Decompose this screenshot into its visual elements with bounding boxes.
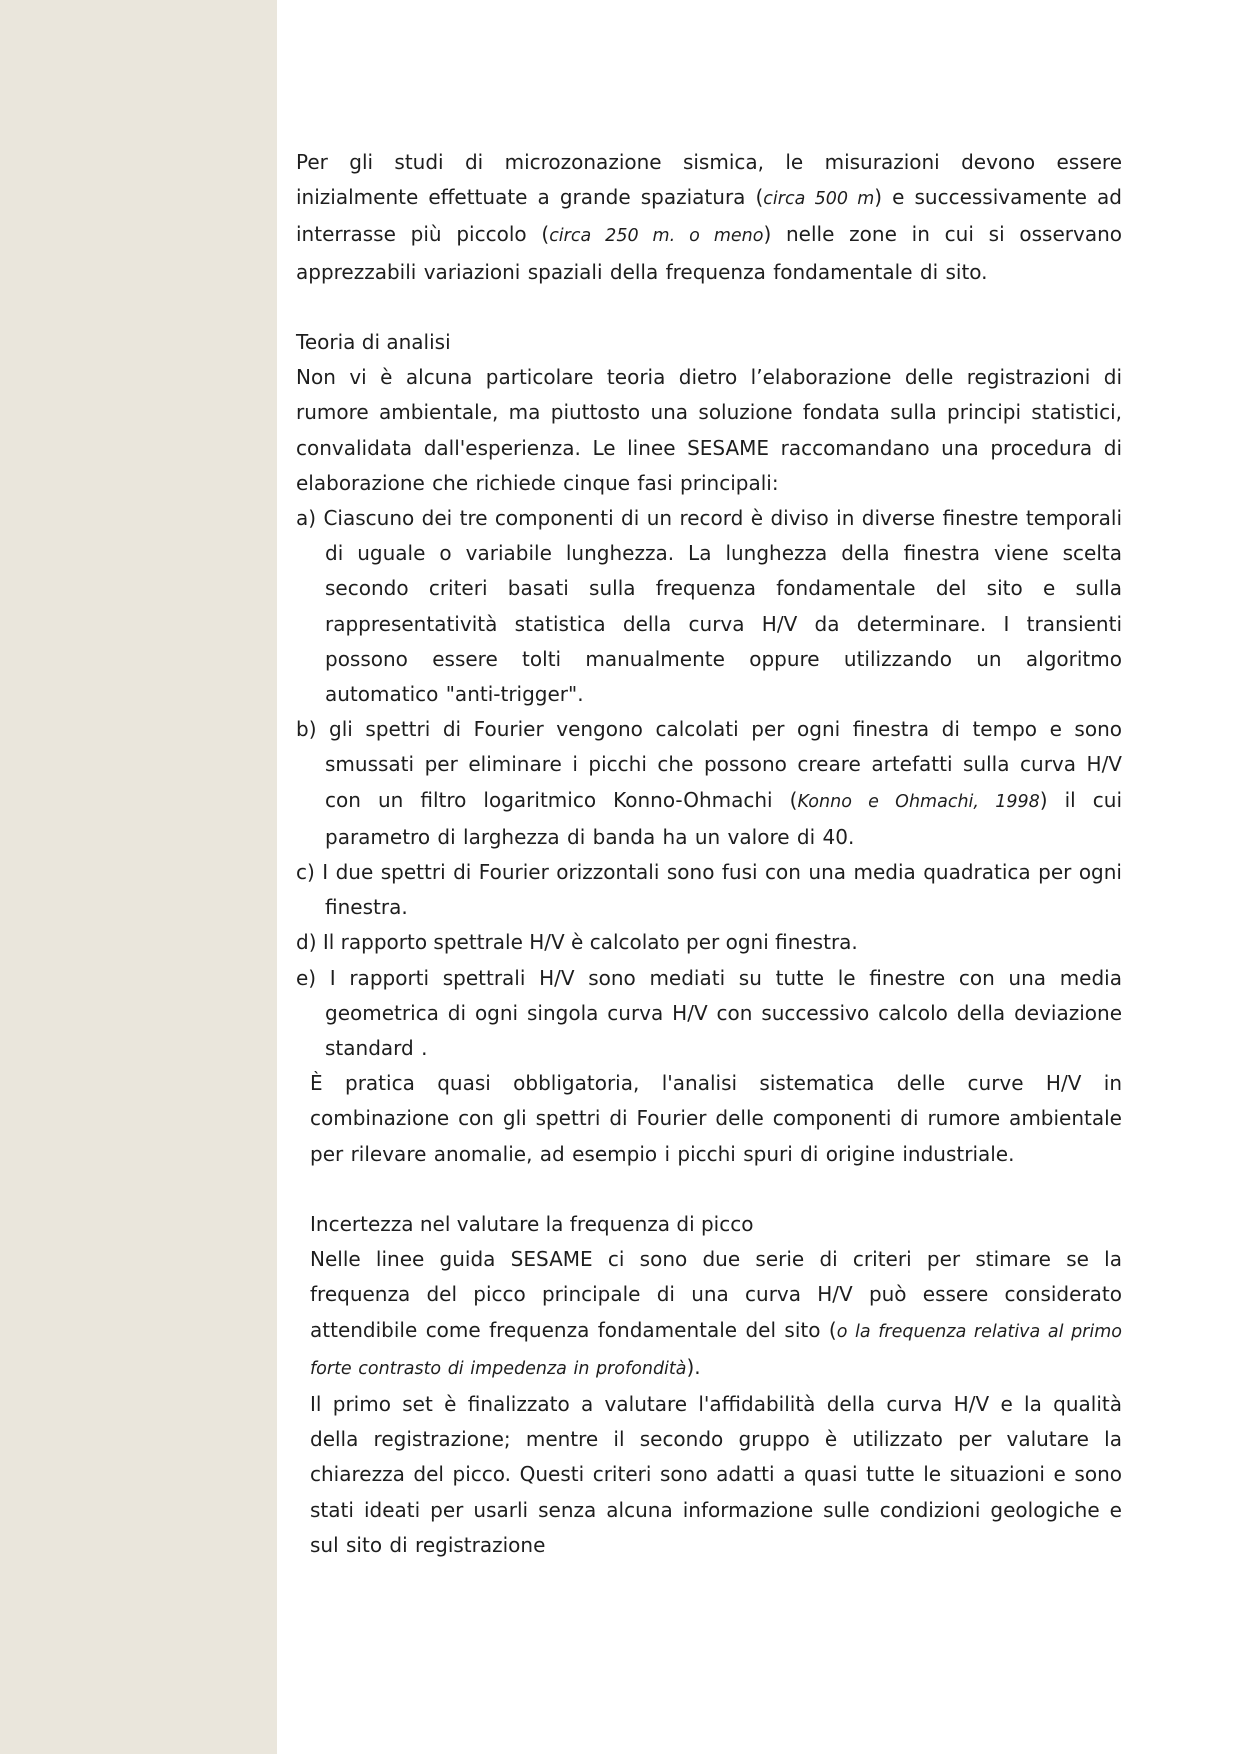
- uncertainty-text-2: ).: [686, 1354, 701, 1379]
- intro-text-3: ) nelle zone in cui si osservano apprezzabili variazioni spaziali della frequenza fondamentale di sito.: [296, 222, 1123, 284]
- list-item-a: a) Ciascuno dei tre componenti di un record è diviso in diverse finestre temporali di uguale o variabile lunghezza. La lunghezza della finestra viene scelta secondo criteri basati sulla frequenza fondamentale del sito e sulla rappresentatività statistica della curva H/V da determinare. I transienti possono essere tolti manualmente oppure utilizzando un algoritmo automatico "anti-trigger".: [296, 506, 1122, 707]
- item-b-citation: Konno e Ohmachi, 1998: [797, 791, 1040, 812]
- analysis-closing: È pratica quasi obbligatoria, l'analisi sistematica delle curve H/V in combinazione con gli spettri di Fourier delle componenti di rumore ambientale per rilevare anomalie, ad esempio i picchi spuri di origine industriale.: [310, 1071, 1122, 1166]
- uncertainty-italic: o la frequenza relativa al primo forte contrasto di impedenza in profondità: [310, 1321, 1122, 1379]
- intro-text-2: ) e successivamente ad interrasse più piccolo (: [296, 185, 1122, 247]
- list-item-d: d) Il rapporto spettrale H/V è calcolato per ogni finestra.: [296, 930, 858, 955]
- item-b-text-1: b) gli spettri di Fourier vengono calcolati per ogni finestra di tempo e sono smussati per eliminare i picchi che possono creare artefatti sulla curva H/V con un filtro logaritmico Konno-Ohmachi (: [296, 717, 1122, 812]
- item-b-text-2: ) il cui parametro di larghezza di banda ha un valore di 40.: [325, 787, 1122, 849]
- spacer: [296, 1172, 1122, 1207]
- list-item-e: e) I rapporti spettrali H/V sono mediati su tutte le finestre con una media geometrica di ogni singola curva H/V con successivo calcolo della deviazione standard .: [296, 965, 1122, 1061]
- list-item-b: [296, 712, 1122, 855]
- intro-italic-2: circa 250 m. o meno: [549, 226, 764, 247]
- analysis-body: Non vi è alcuna particolare teoria dietro l’elaborazione delle registrazioni di rumore ambientale, ma piuttosto una soluzione fondata sulla principi statistici, convalidata dall'esperienza. Le linee SESAME raccomandano una procedura di elaborazione che richiede cinque fasi principali:: [296, 365, 1122, 495]
- intro-paragraph: [296, 145, 1122, 290]
- spacer: [296, 290, 1122, 325]
- uncertainty-paragraph-2: Il primo set è finalizzato a valutare l'affidabilità della curva H/V e la qualità della registrazione; mentre il secondo gruppo è utilizzato per valutare la chiarezza del picco. Questi criteri sono adatti a quasi tutte le situazioni e sono stati ideati per usarli senza alcuna informazione sulle condizioni geologiche e sul sito di registrazione: [310, 1392, 1122, 1557]
- intro-italic-1: circa 500 m: [763, 189, 875, 210]
- uncertainty-paragraph-1: [296, 1242, 1122, 1387]
- list-item-c: c) I due spettri di Fourier orizzontali sono fusi con una media quadratica per ogni finestra.: [296, 860, 1122, 920]
- uncertainty-heading: Incertezza nel valutare la frequenza di picco: [310, 1212, 754, 1237]
- intro-text-1: Per gli studi di microzonazione sismica, le misurazioni devono essere inizialmente effettuate a grande spaziatura (: [296, 150, 1122, 210]
- page-text: [296, 145, 1122, 1563]
- left-margin-band: [0, 0, 277, 1754]
- analysis-heading: Teoria di analisi: [296, 330, 451, 354]
- uncertainty-text-1: Nelle linee guida SESAME ci sono due serie di criteri per stimare se la frequenza del picco principale di una curva H/V può essere considerato attendibile come frequenza fondamentale del sito (: [310, 1247, 1122, 1342]
